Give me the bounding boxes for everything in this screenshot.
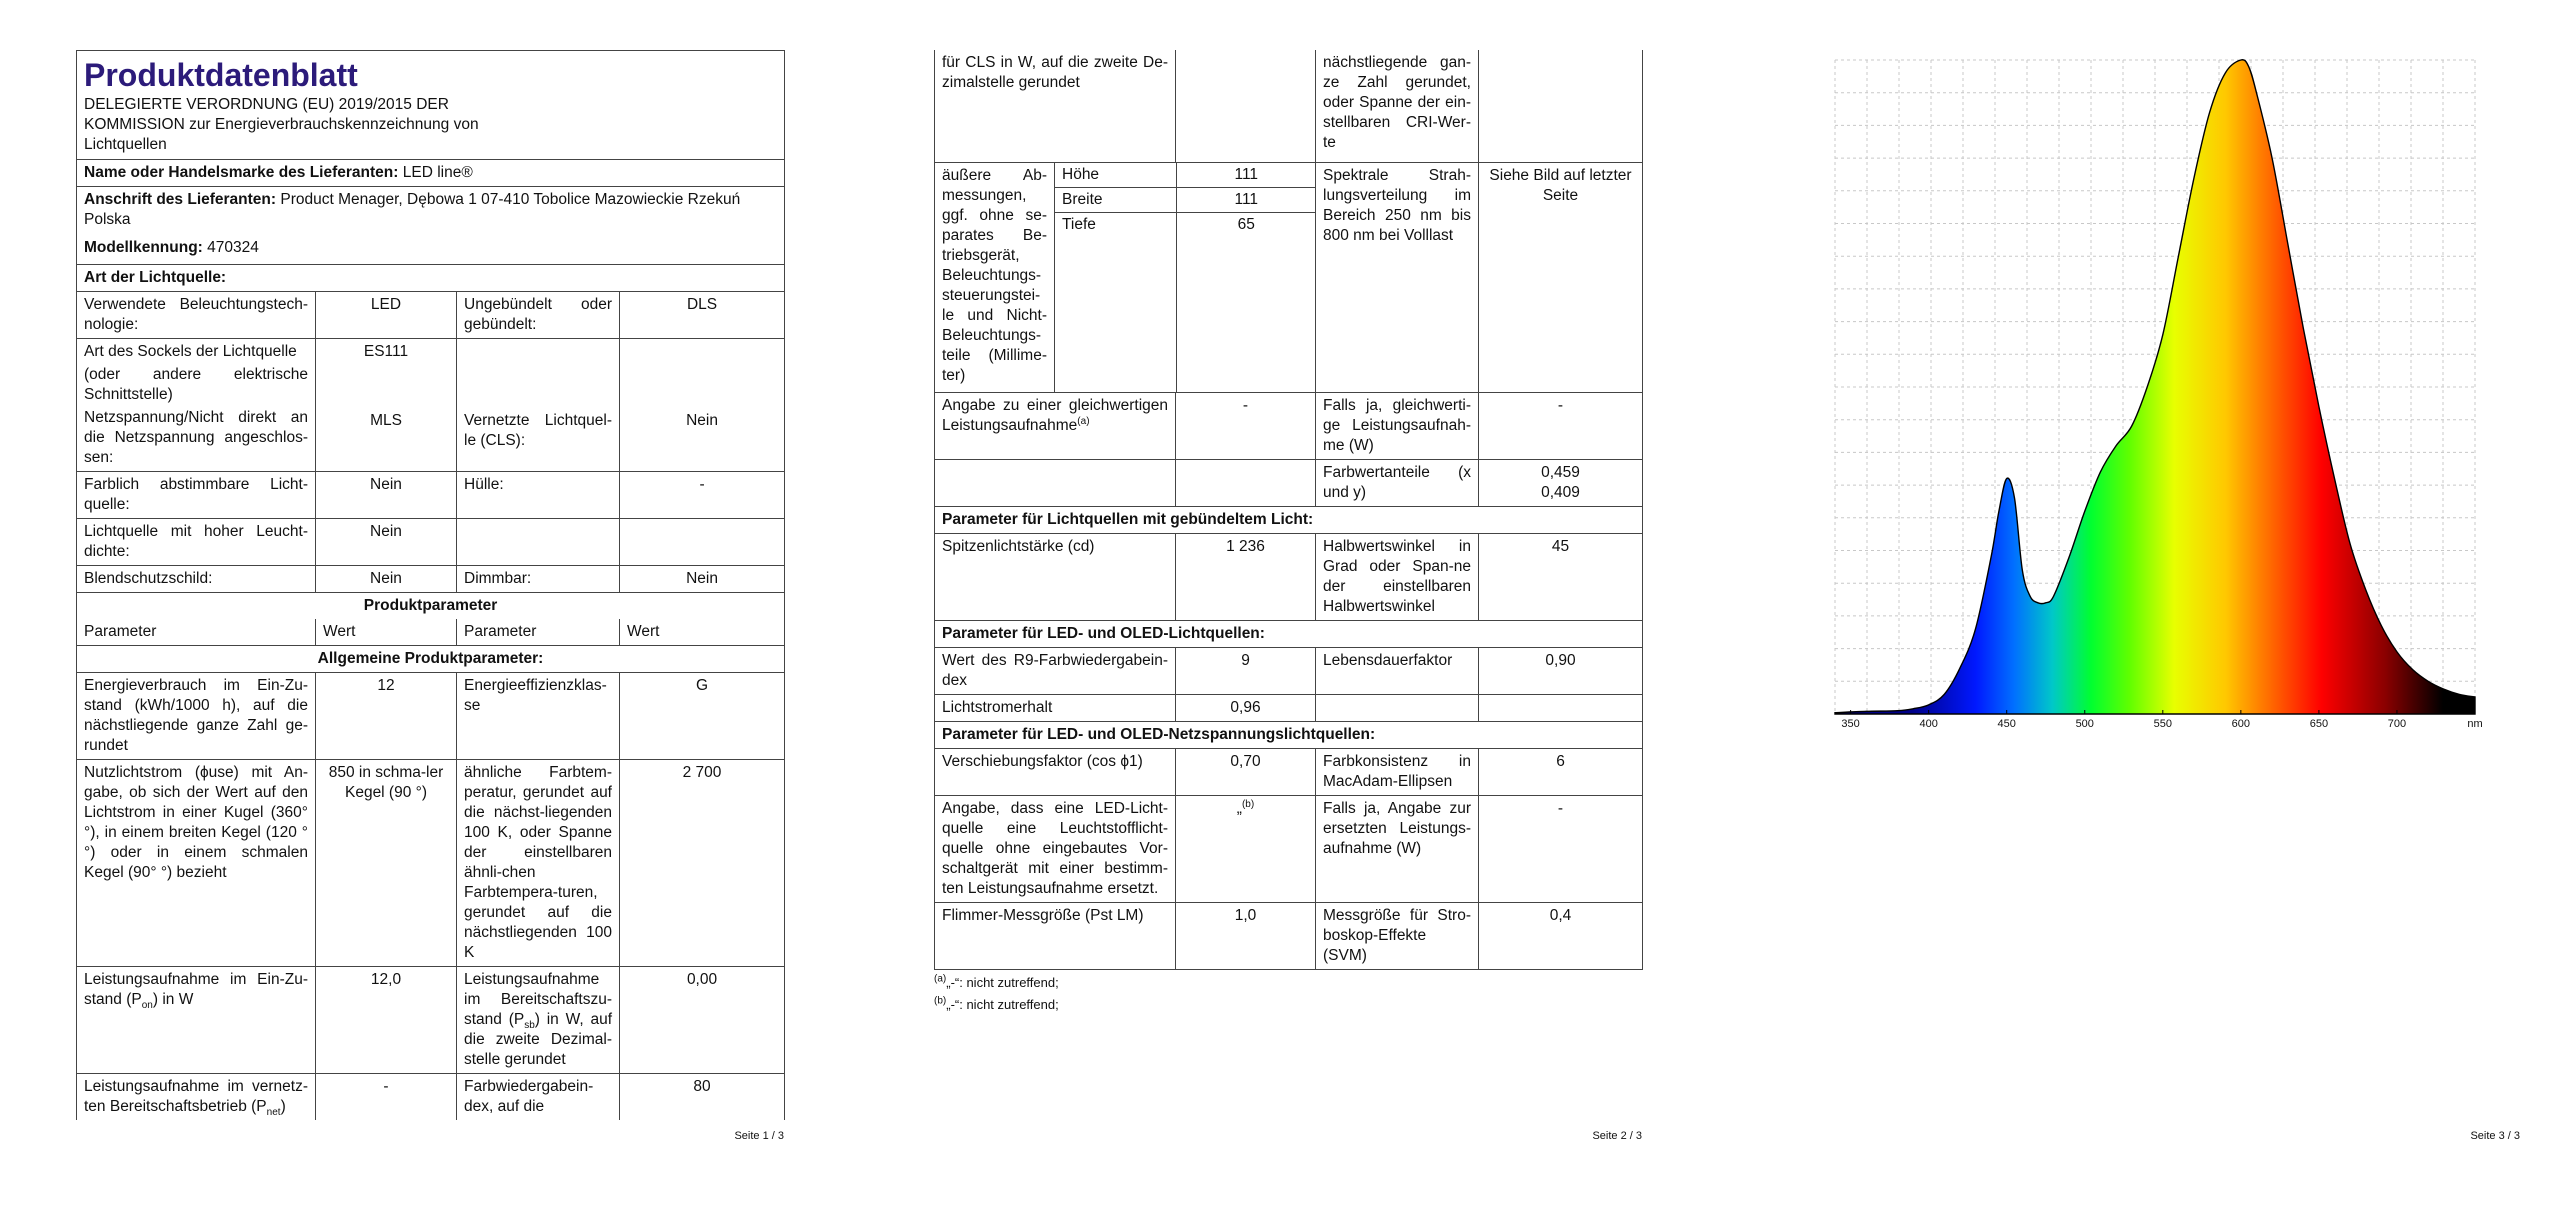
pon-sub: on xyxy=(141,1000,153,1012)
footnote-a-ref: (a) xyxy=(1077,415,1090,427)
pnet-label xyxy=(77,1074,316,1121)
regulation-text: DELEGIERTE VERORDNUNG (EU) 2019/2015 DER KOMMISSION zur Energieverbrauchskennzeichnung von Lichtquellen xyxy=(84,96,479,153)
page-number: Seite 1 / 3 xyxy=(734,1130,784,1142)
shield-value: Nein xyxy=(316,566,457,593)
model-label: Modellkennung: xyxy=(84,239,203,256)
cls-label: Vernetzte Lichtquel-le (CLS): xyxy=(464,412,612,449)
cri-continued-label: nächstliegende gan-ze Zahl gerundet, oder Spanne der ein-stellbaren CRI-Wer-te xyxy=(1316,50,1479,163)
pon-label-end: ) in W xyxy=(152,991,194,1008)
table-row xyxy=(935,903,1643,970)
chromaticity-value xyxy=(1479,460,1643,507)
mains-label: Netzspannung/Nicht direkt an die Netzspannung angeschlos-sen: xyxy=(84,409,308,466)
peak-intensity-value: 1 236 xyxy=(1176,534,1316,621)
product-table-2 xyxy=(934,50,1643,970)
table-row xyxy=(1055,163,1316,188)
efficiency-class-label: Energieeffizienzklas-se xyxy=(457,673,620,760)
table-row xyxy=(935,393,1643,460)
address-value: Product Menager, Dębowa 1 07-410 Tobolice Mazowieckie Rzekuń Polska xyxy=(84,191,741,228)
table-row xyxy=(935,163,1643,393)
empty-cell xyxy=(1479,50,1643,163)
col-param-header: Parameter xyxy=(77,619,316,646)
dimensions-label: äußere Ab-messungen, ggf. ohne se-parates Be-triebsgerät, Beleuchtungs-steuerungstei-le und Nicht-Beleuchtungs-teile (Millime-ter) xyxy=(935,163,1055,393)
psb-label xyxy=(457,967,620,1074)
table-row xyxy=(77,673,785,760)
peak-intensity-label: Spitzenlichtstärke (cd) xyxy=(935,534,1176,621)
x-tick-label: 500 xyxy=(2075,718,2094,730)
datasheet-page-3 xyxy=(1820,0,2520,1206)
page-number: Seite 3 / 3 xyxy=(2470,1130,2520,1142)
flicker-value: 1,0 xyxy=(1176,903,1316,970)
x-tick-label: nm xyxy=(2467,718,2483,730)
table-row xyxy=(77,292,785,339)
table-row xyxy=(935,534,1643,621)
displacement-factor-value: 0,70 xyxy=(1176,749,1316,796)
pnet-label-text: Leistungsaufnahme im vernetz-ten Bereitschaftsbetrieb (P xyxy=(84,1078,308,1115)
chromaticity-y: 0,409 xyxy=(1541,484,1580,501)
tunable-value: Nein xyxy=(316,472,457,519)
table-row xyxy=(77,472,785,519)
cct-label: ähnliche Farbtem-peratur, gerundet auf die nächst-liegenden 100 K, oder Spanne der einstellbaren ähnli-chen Farbtempera-turen, gerundet auf die nächstliegenden 100 K xyxy=(457,760,620,967)
x-tick-label: 450 xyxy=(1997,718,2016,730)
energy-label: Energieverbrauch im Ein-Zu-stand (kWh/1000 h), auf die nächstliegende ganze Zahl ge-rundet xyxy=(77,673,316,760)
r9-label: Wert des R9-Farbwiedergabein-dex xyxy=(935,648,1176,695)
cls-continued-label: für CLS in W, auf die zweite De-zimalstelle gerundet xyxy=(935,50,1176,163)
empty-cell xyxy=(1479,695,1643,722)
spectrum-value: Siehe Bild auf letzter Seite xyxy=(1479,163,1643,393)
empty-cell xyxy=(935,460,1176,507)
model-value: 470324 xyxy=(207,239,259,256)
flicker-label: Flimmer-Messgröße (Pst LM) xyxy=(935,903,1176,970)
dimensions-table xyxy=(1055,163,1316,392)
cri-value: 80 xyxy=(620,1074,785,1121)
envelope-label: Hülle: xyxy=(457,472,620,519)
table-row xyxy=(935,695,1643,722)
supplier-row xyxy=(77,160,785,187)
pnet-value: - xyxy=(316,1074,457,1121)
efficiency-class-value: G xyxy=(620,673,785,760)
x-tick-label: 650 xyxy=(2309,718,2329,730)
cap-label: Art des Sockels der Lichtquelle xyxy=(84,343,297,360)
chromaticity-x: 0,459 xyxy=(1541,464,1580,481)
table-row xyxy=(77,619,785,646)
equivalent-power-w-label: Falls ja, gleichwerti-ge Leistungsaufnah-me (W) xyxy=(1316,393,1479,460)
cap-value-cell xyxy=(316,339,457,472)
x-tick-label: 700 xyxy=(2387,718,2407,730)
empty-cell xyxy=(457,519,620,566)
supplier-label: Name oder Handelsmarke des Lieferanten: xyxy=(84,164,399,181)
table-row xyxy=(77,519,785,566)
table-row xyxy=(935,796,1643,903)
equivalent-power-label xyxy=(935,393,1176,460)
replacement-label: Angabe, dass eine LED-Licht-quelle eine Leuchtstofflicht-quelle ohne eingebautes Vor-schaltgerät mit einer bestimm-ten Leistungsaufnahme ersetzt. xyxy=(935,796,1176,903)
lumen-maintenance-value: 0,96 xyxy=(1176,695,1316,722)
pnet-label-end: ) xyxy=(280,1098,286,1115)
high-luminance-value: Nein xyxy=(316,519,457,566)
table-row xyxy=(935,648,1643,695)
energy-value: 12 xyxy=(316,673,457,760)
footnote-a-text: „-“: nicht zutreffend; xyxy=(946,975,1059,990)
table-row xyxy=(935,50,1643,163)
address-label: Anschrift des Lieferanten: xyxy=(84,191,277,208)
cap-label-2: (oder andere elektrische Schnittstelle) xyxy=(84,366,308,403)
table-row xyxy=(77,1074,785,1121)
footnote-a xyxy=(934,972,1642,994)
product-table-1 xyxy=(76,50,785,1120)
datasheet-page-2 xyxy=(934,0,1642,1206)
table-row xyxy=(77,967,785,1074)
shield-label: Blendschutzschild: xyxy=(77,566,316,593)
directional-heading: Parameter für Lichtquellen mit gebündeltem Licht: xyxy=(935,507,1643,534)
psb-label-text: Leistungsaufnahme im Bereitschaftszu-stand (P xyxy=(464,971,612,1028)
x-tick-label: 400 xyxy=(1919,718,1938,730)
technology-label: Verwendete Beleuchtungstech-nologie: xyxy=(77,292,316,339)
table-row xyxy=(1055,213,1316,393)
depth-value: 65 xyxy=(1176,213,1316,393)
cap-cell xyxy=(77,339,316,472)
datasheet-page-1 xyxy=(76,0,784,1206)
technology-value: LED xyxy=(316,292,457,339)
survival-factor-label: Lebensdauerfaktor xyxy=(1316,648,1479,695)
cls-cell xyxy=(457,339,620,472)
lumen-maintenance-label: Lichtstromerhalt xyxy=(935,695,1176,722)
table-row xyxy=(77,566,785,593)
stroboscopic-label: Messgröße für Stro-boskop-Effekte (SVM) xyxy=(1316,903,1479,970)
x-tick-label: 550 xyxy=(2153,718,2172,730)
pon-value: 12,0 xyxy=(316,967,457,1074)
table-row xyxy=(935,460,1643,507)
r9-value: 9 xyxy=(1176,648,1316,695)
width-value: 111 xyxy=(1176,188,1316,213)
width-label: Breite xyxy=(1055,188,1176,213)
dimmable-label: Dimmbar: xyxy=(457,566,620,593)
replaced-power-value: - xyxy=(1479,796,1643,903)
directional-value: DLS xyxy=(620,292,785,339)
led-heading: Parameter für LED- und OLED-Lichtquellen: xyxy=(935,621,1643,648)
dimmable-value: Nein xyxy=(620,566,785,593)
table-row xyxy=(77,339,785,472)
footnote-b-mark: (b) xyxy=(934,995,947,1007)
page-title: Produktdatenblatt xyxy=(84,57,358,93)
table-row xyxy=(935,749,1643,796)
x-tick-label: 600 xyxy=(2231,718,2251,730)
psb-sub: sb xyxy=(524,1020,535,1032)
psb-value: 0,00 xyxy=(620,967,785,1074)
height-label: Höhe xyxy=(1055,163,1176,188)
equivalent-power-value: - xyxy=(1176,393,1316,460)
cri-label: Farbwiedergabein-dex, auf die xyxy=(457,1074,620,1121)
high-luminance-label: Lichtquelle mit hoher Leucht-dichte: xyxy=(77,519,316,566)
equivalent-power-text: Angabe zu einer gleichwertigen Leistungsaufnahme xyxy=(942,397,1168,434)
directional-label: Ungebündelt oder gebündelt: xyxy=(457,292,620,339)
chromaticity-label: Farbwertanteile (x und y) xyxy=(1316,460,1479,507)
cls-value-cell xyxy=(620,339,785,472)
psb-label-end: ) in W, auf die zweite Dezimal-stelle gerundet xyxy=(464,1011,612,1068)
cls-value: Nein xyxy=(686,412,718,429)
height-value: 111 xyxy=(1176,163,1316,188)
macadam-value: 6 xyxy=(1479,749,1643,796)
replaced-power-label: Falls ja, Angabe zur ersetzten Leistungs-aufnahme (W) xyxy=(1316,796,1479,903)
stroboscopic-value: 0,4 xyxy=(1479,903,1643,970)
beam-angle-value: 45 xyxy=(1479,534,1643,621)
col-param-header-2: Parameter xyxy=(457,619,620,646)
col-value-header-2: Wert xyxy=(620,619,785,646)
cap-value: ES111 xyxy=(363,343,409,360)
equivalent-power-w-value: - xyxy=(1479,393,1643,460)
survival-factor-value: 0,90 xyxy=(1479,648,1643,695)
type-heading: Art der Lichtquelle: xyxy=(77,265,785,292)
spectrum-chart xyxy=(1820,0,2520,730)
table-row xyxy=(77,760,785,967)
footnote-b xyxy=(934,994,1642,1016)
supplier-value: LED line® xyxy=(402,164,473,181)
mains-value: MLS xyxy=(370,412,402,429)
address-row xyxy=(77,187,785,265)
pon-label-text: Leistungsaufnahme im Ein-Zu-stand (P xyxy=(84,971,308,1008)
table-row xyxy=(1055,188,1316,213)
pnet-sub: net xyxy=(266,1107,281,1119)
depth-label: Tiefe xyxy=(1055,213,1176,393)
general-heading: Allgemeine Produktparameter: xyxy=(77,646,785,673)
empty-cell xyxy=(1176,460,1316,507)
empty-cell xyxy=(620,519,785,566)
macadam-label: Farbkonsistenz in MacAdam-Ellipsen xyxy=(1316,749,1479,796)
displacement-factor-label: Verschiebungsfaktor (cos ϕ1) xyxy=(935,749,1176,796)
mains-heading: Parameter für LED- und OLED-Netzspannungslichtquellen: xyxy=(935,722,1643,749)
spectrum-label: Spektrale Strah-lungsverteilung im Bereich 250 nm bis 800 nm bei Volllast xyxy=(1316,163,1479,393)
empty-cell xyxy=(1176,50,1316,163)
cct-value: 2 700 xyxy=(620,760,785,967)
footnote-b-ref: (b) xyxy=(1241,798,1255,810)
beam-angle-label: Halbwertswinkel in Grad oder Span-ne der einstellbaren Halbwertswinkel xyxy=(1316,534,1479,621)
empty-cell xyxy=(1316,695,1479,722)
title-cell xyxy=(77,51,785,160)
footnote-a-mark: (a) xyxy=(934,973,947,985)
replacement-value-text: „ xyxy=(1236,800,1242,817)
flux-label: Nutzlichtstrom (ϕuse) mit An-gabe, ob sich der Wert auf den Lichtstrom in einer Kugel (360° °), in einem breiten Kegel (120 °°) oder in einem schmalen Kegel (90° °) bezieht xyxy=(77,760,316,967)
params-heading: Produktparameter xyxy=(77,593,785,620)
page-number: Seite 2 / 3 xyxy=(1592,1130,1642,1142)
col-value-header: Wert xyxy=(316,619,457,646)
replacement-value xyxy=(1176,796,1316,903)
footnotes xyxy=(934,972,1642,1016)
flux-value: 850 in schma-ler Kegel (90 °) xyxy=(316,760,457,967)
pon-label xyxy=(77,967,316,1074)
footnote-b-text: „-“: nicht zutreffend; xyxy=(946,997,1059,1012)
envelope-value: - xyxy=(620,472,785,519)
x-tick-label: 350 xyxy=(1841,718,1860,730)
dimensions-cell xyxy=(1055,163,1316,393)
tunable-label: Farblich abstimmbare Licht-quelle: xyxy=(77,472,316,519)
